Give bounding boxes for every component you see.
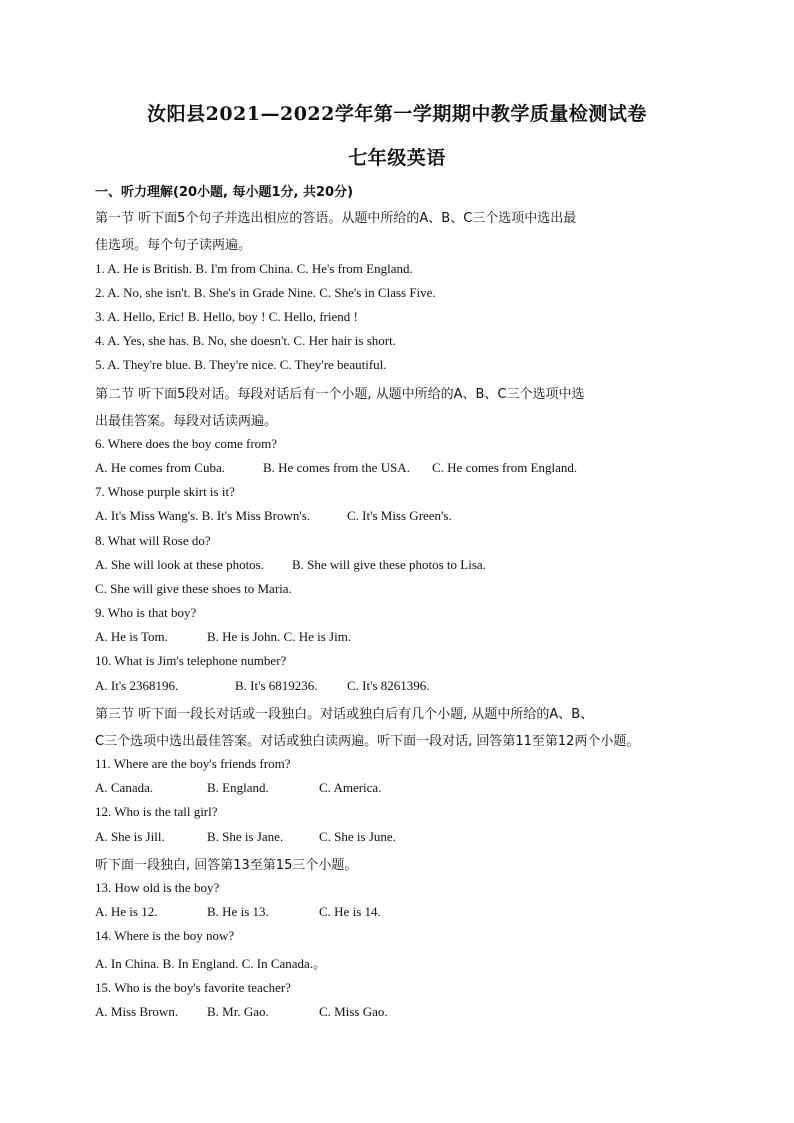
question-10: 10. What is Jim's telephone number?	[95, 653, 287, 668]
question-5: 5. A. They're blue. B. They're nice. C. They're beautiful.	[95, 357, 387, 372]
part2-intro-line1: 第二节 听下面5段对话。每段对话后有一个小题, 从题中所给的A、B、C三个选项中选	[95, 387, 585, 402]
q11-option-a: A. Canada.	[95, 780, 154, 795]
q10-option-a: A. It's 2368196.	[95, 678, 179, 693]
q9-options-bc: B. He is John. C. He is Jim.	[207, 629, 352, 644]
question-3: 3. A. Hello, Eric! B. Hello, boy ! C. Hello, friend !	[95, 309, 358, 324]
q12-option-c: C. She is June.	[319, 829, 396, 844]
part1-intro-line2: 佳选项。每个句子读两遍。	[95, 238, 252, 253]
q15-option-a: A. Miss Brown.	[95, 1004, 179, 1019]
question-15: 15. Who is the boy's favorite teacher?	[95, 980, 291, 995]
q11-option-c: C. America.	[319, 780, 382, 795]
q8-option-a: A. She will look at these photos.	[95, 557, 264, 572]
question-12: 12. Who is the tall girl?	[95, 804, 218, 819]
question-6: 6. Where does the boy come from?	[95, 436, 278, 451]
q8-option-b: B. She will give these photos to Lisa.	[292, 557, 486, 572]
exam-title: 汝阳县2021—2022学年第一学期期中教学质量检测试卷	[147, 103, 647, 125]
question-1: 1. A. He is British. B. I'm from China. C. He's from England.	[95, 261, 413, 276]
question-13: 13. How old is the boy?	[95, 880, 220, 895]
question-4: 4. A. Yes, she has. B. No, she doesn't. C. Her hair is short.	[95, 333, 396, 348]
q13-option-b: B. He is 13.	[207, 904, 269, 919]
q7-option-c: C. It's Miss Green's.	[347, 508, 452, 523]
question-2: 2. A. No, she isn't. B. She's in Grade Nine. C. She's in Class Five.	[95, 285, 436, 300]
q7-options-ab: A. It's Miss Wang's. B. It's Miss Brown's.	[95, 508, 311, 523]
monologue-intro: 听下面一段独白, 回答第13至第15三个小题。	[95, 858, 358, 873]
q13-option-c: C. He is 14.	[319, 904, 381, 919]
part3-intro-line2: C三个选项中选出最佳答案。对话或独白读两遍。听下面一段对话, 回答第11至第12两个小题。	[95, 734, 640, 749]
part1-intro-line1: 第一节 听下面5个句子并选出相应的答语。从题中所给的A、B、C三个选项中选出最	[95, 211, 577, 226]
question-14: 14. Where is the boy now?	[95, 928, 235, 943]
q6-option-a: A. He comes from Cuba.	[95, 460, 225, 475]
question-9: 9. Who is that boy?	[95, 605, 197, 620]
q10-option-c: C. It's 8261396.	[347, 678, 430, 693]
question-7: 7. Whose purple skirt is it?	[95, 484, 235, 499]
q9-option-a: A. He is Tom.	[95, 629, 168, 644]
section-heading: 一、听力理解(20小题, 每小题1分, 共20分)	[95, 185, 354, 200]
q15-option-c: C. Miss Gao.	[319, 1004, 388, 1019]
q6-option-b: B. He comes from the USA.	[263, 460, 410, 475]
question-11: 11. Where are the boy's friends from?	[95, 756, 291, 771]
part3-intro-line1: 第三节 听下面一段长对话或一段独白。对话或独白后有几个小题, 从题中所给的A、B、	[95, 707, 594, 722]
q13-option-a: A. He is 12.	[95, 904, 158, 919]
q11-option-b: B. England.	[207, 780, 269, 795]
q12-option-a: A. She is Jill.	[95, 829, 165, 844]
q10-option-b: B. It's 6819236.	[235, 678, 318, 693]
q14-options: A. In China. B. In England. C. In Canada.。	[95, 956, 327, 971]
part2-intro-line2: 出最佳答案。每段对话读两遍。	[95, 414, 278, 429]
q8-option-c: C. She will give these shoes to Maria.	[95, 581, 292, 596]
q12-option-b: B. She is Jane.	[207, 829, 284, 844]
q6-option-c: C. He comes from England.	[432, 460, 578, 475]
question-8: 8. What will Rose do?	[95, 533, 211, 548]
exam-subtitle: 七年级英语	[348, 147, 446, 169]
q15-option-b: B. Mr. Gao.	[207, 1004, 269, 1019]
